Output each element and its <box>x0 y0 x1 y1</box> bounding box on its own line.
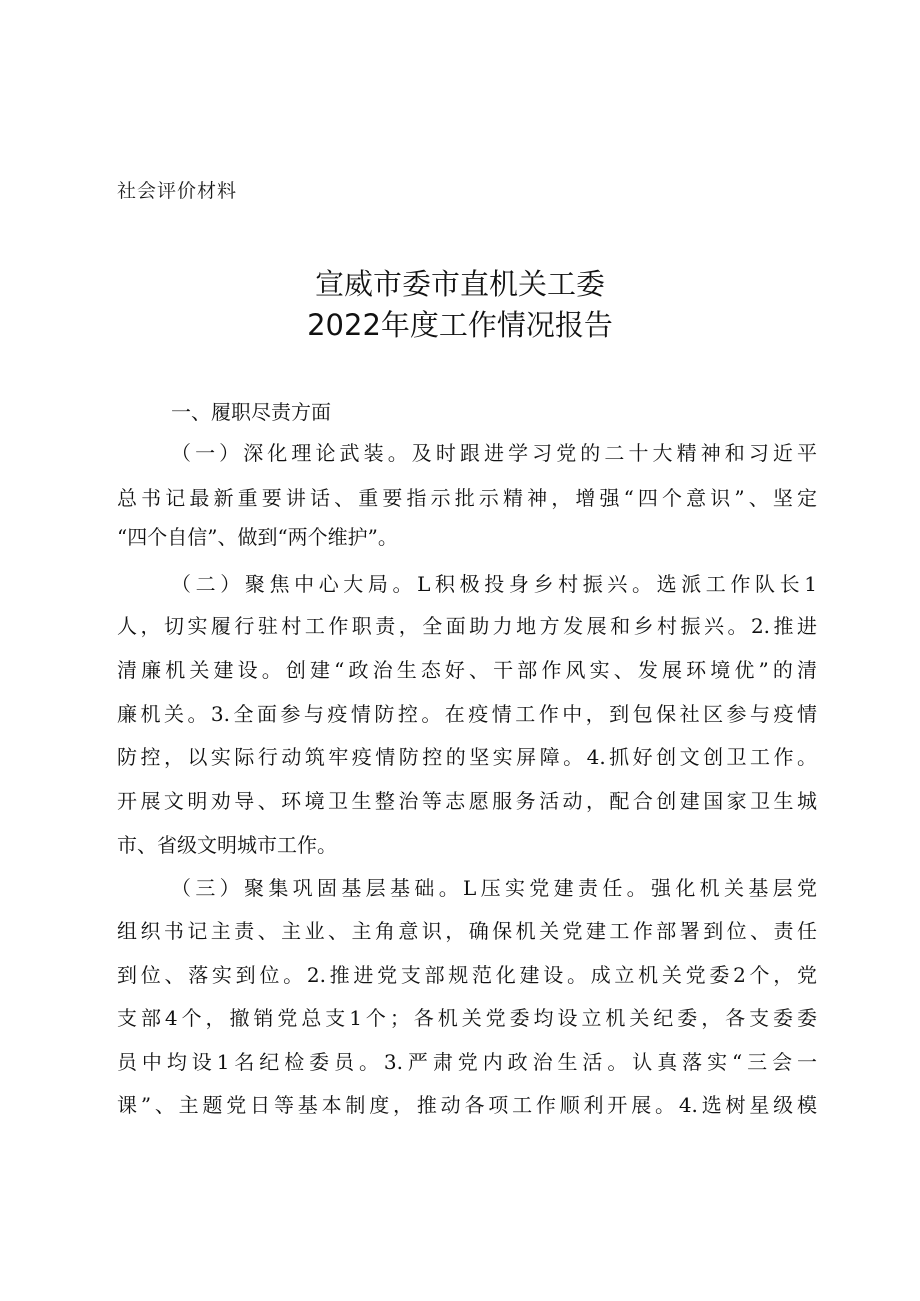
paragraph-line: （二）聚焦中心大局。L积极投身乡村振兴。选派工作队长1 <box>171 572 817 596</box>
paragraph-line: 防控，以实际行动筑牢疫情防控的坚实屏障。4.抓好创文创卫工作。 <box>117 745 817 769</box>
paragraph-line: 总书记最新重要讲话、重要指示批示精神，增强“四个意识”、坚定 <box>117 486 817 510</box>
paragraph-line: （一）深化理论武装。及时跟进学习党的二十大精神和习近平 <box>171 441 817 465</box>
paragraph-line: 廉机关。3.全面参与疫情防控。在疫情工作中，到包保社区参与疫情 <box>117 702 817 726</box>
paragraph-line: “四个自信”、做到“两个维护”。 <box>117 525 398 549</box>
paragraph-line: 支部4个，撤销党总支1个；各机关党委均设立机关纪委，各支委委 <box>117 1006 817 1030</box>
document-label: 社会评价材料 <box>117 180 238 202</box>
section-heading: 一、履职尽责方面 <box>171 400 331 424</box>
paragraph-line: 组织书记主责、主业、主角意识，确保机关党建工作部署到位、责任 <box>117 919 817 943</box>
paragraph-line: 到位、落实到位。2.推进党支部规范化建设。成立机关党委2个，党 <box>117 963 817 987</box>
paragraph-line: 开展文明劝导、环境卫生整治等志愿服务活动，配合创建国家卫生城 <box>117 789 817 813</box>
paragraph-line: 员中均设1名纪检委员。3.严肃党内政治生活。认真落实“三会一 <box>117 1050 817 1074</box>
paragraph-line: 市、省级文明城市工作。 <box>117 833 337 857</box>
paragraph-line: （三）聚集巩固基层基础。L压实党建责任。强化机关基层党 <box>171 876 817 900</box>
paragraph-line: 清廉机关建设。创建“政治生态好、干部作风实、发展环境优”的清 <box>117 658 817 682</box>
paragraph-line: 人，切实履行驻村工作职责，全面助力地方发展和乡村振兴。2.推进 <box>117 614 817 638</box>
document-title-line1: 宣威市委市直机关工委 <box>314 267 605 301</box>
paragraph-line: 课”、主题党日等基本制度，推动各项工作顺利开展。4.选树星级模 <box>117 1093 817 1117</box>
document-title-line2: 2022年度工作情况报告 <box>307 308 613 342</box>
